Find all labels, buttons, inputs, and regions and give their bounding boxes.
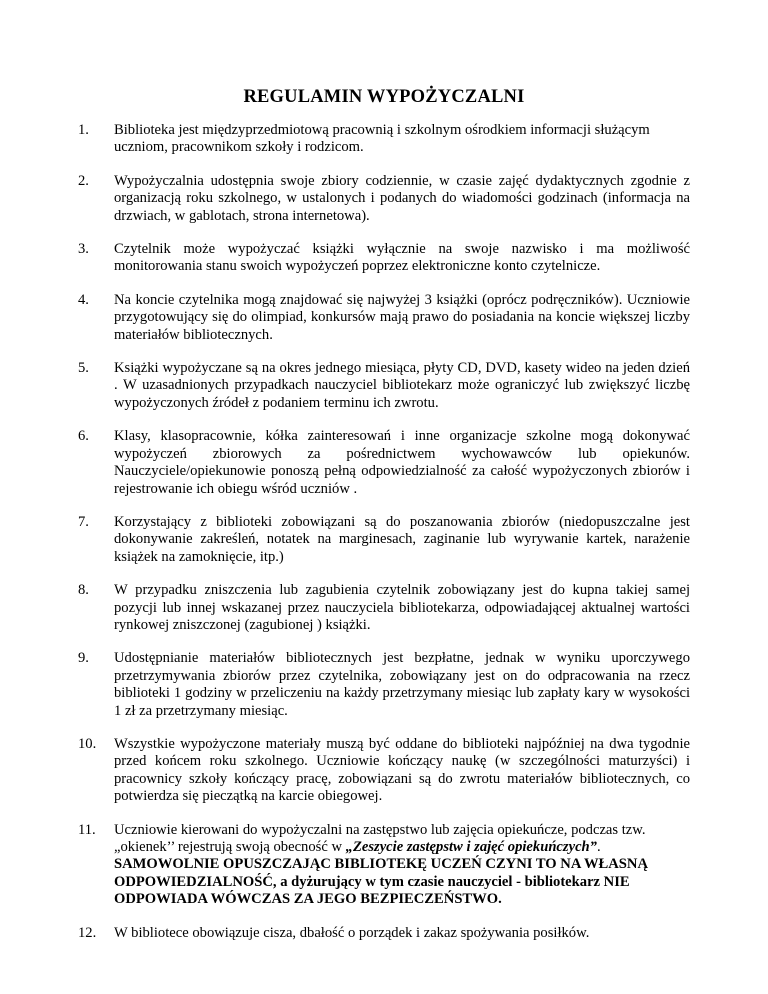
- rule-text: Książki wypożyczane są na okres jednego miesiąca, płyty CD, DVD, kasety wideo na jeden dzień . W uzasadnionych przypadkach nauczyciel bibliotekarz może ograniczyć lub zwiększyć liczbę wypożyczonych źródeł z podaniem terminu ich zwrotu.: [114, 360, 690, 411]
- rule-number: 6.: [78, 428, 89, 445]
- rule-text: Wszystkie wypożyczone materiały muszą być oddane do biblioteki najpóźniej na dwa tygodnie przed końcem roku szkolnego. Uczniowie kończący naukę (w szczególności maturzyści) i pracownicy szkoły kończący pracę, zobowiązani są do zwrotu materiałów bibliotecznych, co potwierdza się pieczątką na karcie obiegowej.: [114, 735, 690, 805]
- rule-item: [78, 173, 690, 225]
- rule-item: [78, 241, 690, 276]
- rule-item-12: [78, 925, 690, 942]
- rule-number: 1.: [78, 122, 89, 138]
- rule-number: 5.: [78, 360, 89, 377]
- rule-item: [78, 514, 690, 566]
- rule-number: 10.: [78, 735, 97, 752]
- rules-list: [78, 122, 690, 958]
- rule-number: 3.: [78, 241, 89, 258]
- document-title: REGULAMIN WYPOŻYCZALNI: [243, 87, 525, 107]
- rule-item: [78, 736, 690, 806]
- rule-item: [78, 292, 690, 344]
- rule-number: 12.: [78, 924, 97, 941]
- rule-text: Biblioteka jest międzyprzedmiotową pracownią i szkolnym ośrodkiem informacji służącym uczniom, pracownikom szkoły i rodzicom.: [114, 122, 650, 156]
- rule-text: Klasy, klasopracownie, kółka zainteresowań i inne organizacje szkolne mogą dokonywać wypożyczeń zbiorowych za pośrednictwem wychowawców lub opiekunów. Nauczyciele/opiekunowie ponoszą pełną odpowiedzialność za całość wypożyczonych zbiorów i rejestrowanie ich obiegu wśród uczniów .: [114, 428, 690, 497]
- rule-text-part: .: [596, 839, 601, 855]
- rule-text: W bibliotece obowiązuje cisza, dbałość o porządek i zakaz spożywania posiłków.: [114, 924, 590, 941]
- rule-number: 4.: [78, 291, 89, 308]
- rule-item: [78, 428, 690, 498]
- rule-item: [78, 122, 690, 157]
- rule-item: [78, 650, 690, 720]
- rule-text: Czytelnik może wypożyczać książki wyłącznie na swoje nazwisko i ma możliwość monitorowania stanu swoich wypożyczeń poprzez elektroniczne konto czytelnicze.: [114, 241, 690, 275]
- rule-number: 8.: [78, 582, 89, 599]
- rule-text: W przypadku zniszczenia lub zagubienia czytelnik zobowiązany jest do kupna takiej samej pozycji lub innej wskazanej przez nauczyciela bibliotekarza, odpowiadającej aktualnej wartości rynkowej zniszczonej (zagubionej ) książki.: [114, 582, 690, 633]
- rule-number: 7.: [78, 513, 89, 530]
- rule-number: 11.: [78, 821, 96, 838]
- rule-text: Udostępnianie materiałów bibliotecznych jest bezpłatne, jednak w wyniku uporczywego przetrzymywania zbiorów przez czytelnika, zobowiązany jest on do odpracowania na rzecz biblioteki 1 godziny w przeliczeniu na każdy przetrzymany miesiąc lub zapłaty kary w wysokości 1 zł za przetrzymany miesiąc.: [114, 650, 690, 719]
- rule-item-11: [78, 822, 690, 909]
- rule-text: Na koncie czytelnika mogą znajdować się najwyżej 3 książki (oprócz podręczników). Uczniowie przygotowujący się do olimpiad, konkursów mają prawo do posiadania na koncie większej liczby materiałów bibliotecznych.: [114, 291, 690, 343]
- rule-text-part: Uczniowie kierowani do wypożyczalni na zastępstwo lub zajęcia opiekuńcze, podczas tzw. „okienek’’ rejestrują swoją obecność w: [114, 821, 646, 855]
- rule-item: [78, 360, 690, 412]
- rule-number: 9.: [78, 650, 89, 667]
- rule-text: Wypożyczalnia udostępnia swoje zbiory codziennie, w czasie zajęć dydaktycznych zgodnie z organizacją roku szkolnego, w ustalonych i podanych do wiadomości godzinach (informacja na drzwiach, w gablotach, strona internetowa).: [114, 172, 690, 224]
- rule-text: Korzystający z biblioteki zobowiązani są do poszanowania zbiorów (niedopuszczalne jest dokonywanie zakreśleń, notatek na marginesach, zaginanie lub wyrywanie kartek, narażenie książek na zamoknięcie, itp.): [114, 513, 690, 565]
- rule-text: [114, 822, 690, 909]
- bold-warning: SAMOWOLNIE OPUSZCZAJĄC BIBLIOTEKĘ UCZEŃ CZYNI TO NA WŁASNĄ ODPOWIEDZIALNOŚĆ, a dyżurujący w tym czasie nauczyciel - bibliotekarz NIE ODPOWIADA WÓWCZAS ZA JEGO BEZPIECZEŃSTWO.: [114, 856, 649, 908]
- emphasized-notebook-name: „Zeszycie zastępstw i zajęć opiekuńczych”: [345, 839, 597, 855]
- rule-item: [78, 582, 690, 634]
- rule-number: 2.: [78, 172, 89, 189]
